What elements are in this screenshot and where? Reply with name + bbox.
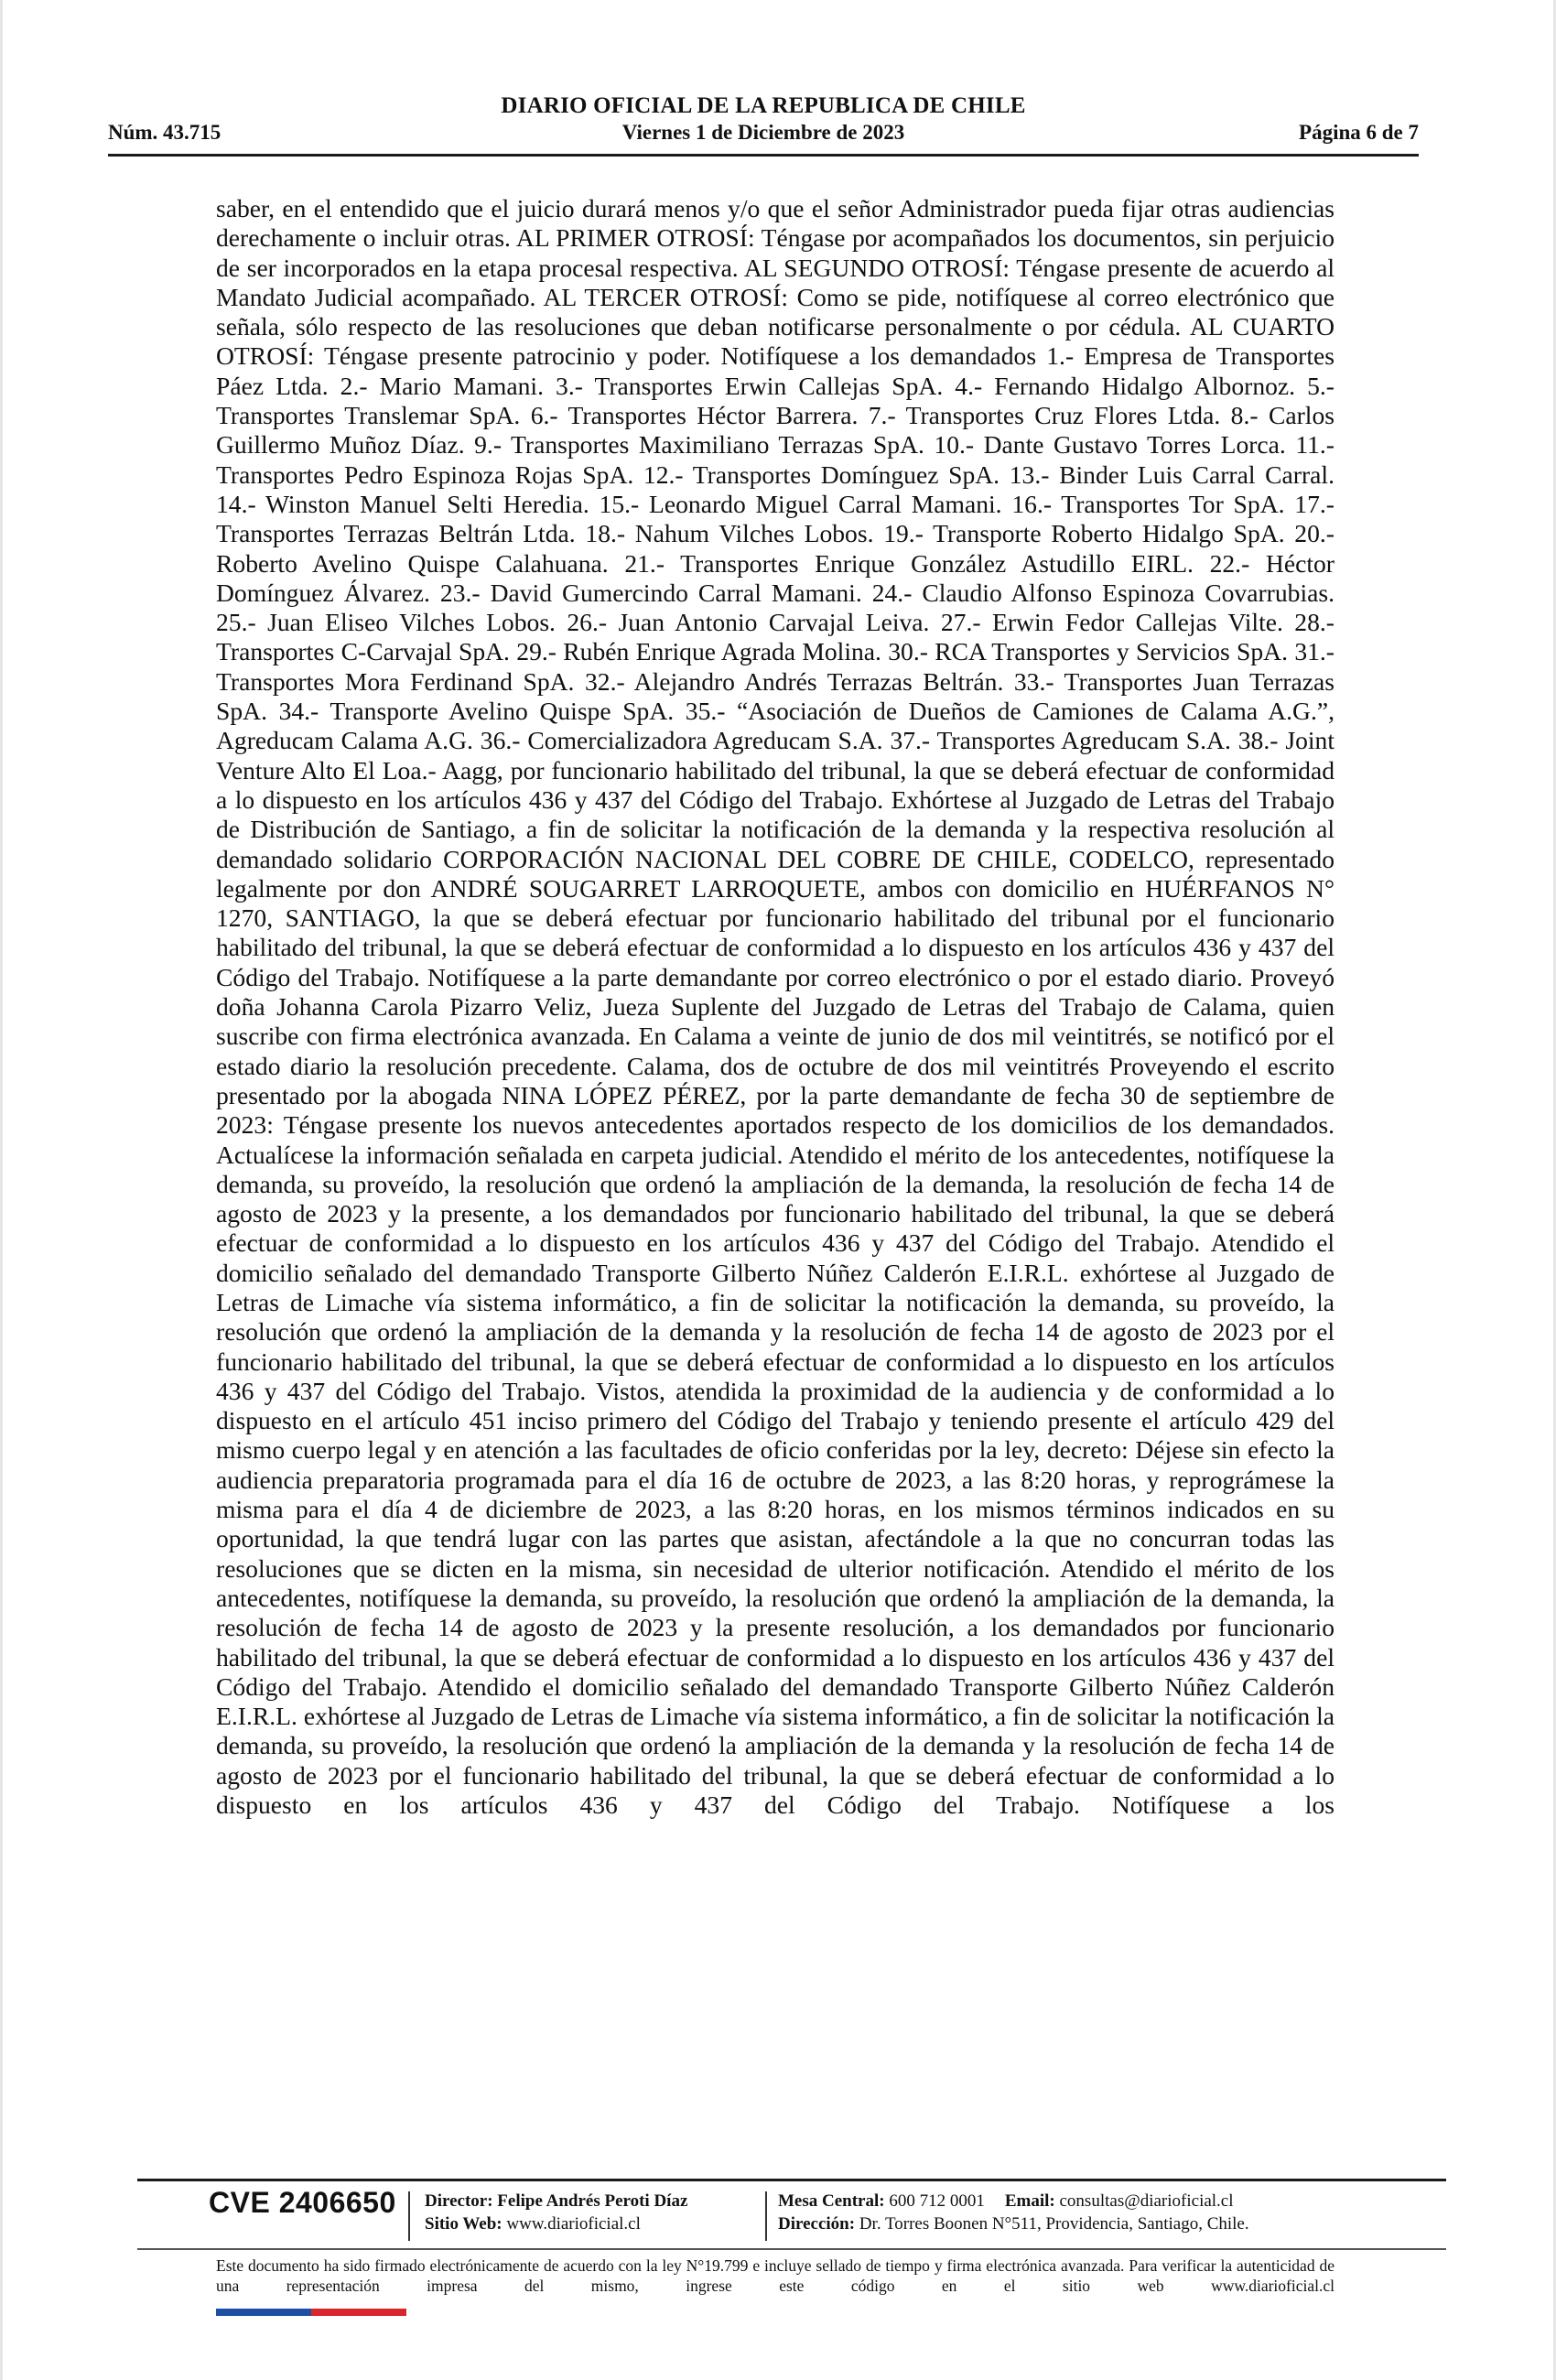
email-link[interactable]: consultas@diarioficial.cl	[1059, 2191, 1234, 2211]
chile-flag-stripe	[216, 2309, 406, 2316]
footer-separator	[408, 2191, 410, 2241]
document-body: saber, en el entendido que el juicio durará menos y/o que el señor Administrador pueda fijar otras audiencias derechamente o incluir otras. AL PRIMER OTROSÍ: Téngase por acompañados los documentos, sin perjuicio de ser incorporados en la etapa procesal respectiva. AL SEGUNDO OTROSÍ: Téngase presente de acuerdo al Mandato Judicial acompañado. AL TERCER OTROSÍ: Como se pide, notifíquese al correo electrónico que señala, sólo respecto de las resoluciones que deban notificarse personalmente o por cédula. AL CUARTO OTROSÍ: Téngase presente patrocinio y poder. Notifíquese a los demandados 1.- Empresa de Transportes Páez Ltda. 2.- Mario Mamani. 3.- Transportes Erwin Callejas SpA. 4.- Fernando Hidalgo Albornoz. 5.- Transportes Translemar SpA. 6.- Transportes Héctor Barrera. 7.- Transportes Cruz Flores Ltda. 8.- Carlos Guillermo Muñoz Díaz. 9.- Transportes Maximiliano Terrazas SpA. 10.- Dante Gustavo Torres Lorca. 11.- Transportes Pedro Espinoza Rojas SpA. 12.- Transportes Domínguez SpA. 13.- Binder Luis Carral Carral. 14.- Winston Manuel Selti Heredia. 15.- Leonardo Miguel Carral Mamani. 16.- Transportes Tor SpA. 17.- Transportes Terrazas Beltrán Ltda. 18.- Nahum Vilches Lobos. 19.- Transporte Roberto Hidalgo SpA. 20.- Roberto Avelino Quispe Calahuana. 21.- Transportes Enrique González Astudillo EIRL. 22.- Héctor Domínguez Álvarez. 23.- David Gumercindo Carral Mamani. 24.- Claudio Alfonso Espinoza Covarrubias. 25.- Juan Eliseo Vilches Lobos. 26.- Juan Antonio Carvajal Leiva. 27.- Erwin Fedor Callejas Vilte. 28.- Transportes C-Carvajal SpA. 29.- Rubén Enrique Agrada Molina. 30.- RCA Transportes y Servicios SpA. 31.- Transportes Mora Ferdinand SpA. 32.- Alejandro Andrés Terrazas Beltrán. 33.- Transportes Juan Terrazas SpA. 34.- Transporte Avelino Quispe SpA. 35.- “Asociación de Dueños de Camiones de Calama A.G.”, Agreducam Calama A.G. 36.- Comercializadora Agreducam S.A. 37.- Transportes Agreducam S.A. 38.- Joint Venture Alto El Loa.- Aagg, por funcionario habilitado del tribunal, la que se deberá efectuar de conformidad a lo dispuesto en los artículos 436 y 437 del Código del Trabajo. Exhórtese al Juzgado de Letras del Trabajo de Distribución de Santiago, a fin de solicitar la notificación de la demanda y la respectiva resolución al demandado solidario CORPORACIÓN NACIONAL DEL COBRE DE CHILE, CODELCO, representado legalmente por don ANDRÉ SOUGARRET LARROQUETE, ambos con domicilio en HUÉRFANOS N° 1270, SANTIAGO, la que se deberá efectuar por funcionario habilitado del tribunal por el funcionario habilitado del tribunal, la que se deberá efectuar de conformidad a lo dispuesto en los artículos 436 y 437 del Código del Trabajo. Notifíquese a la parte demandante por correo electrónico o por el estado diario. Proveyó doña Johanna Carola Pizarro Veliz, Jueza Suplente del Juzgado de Letras del Trabajo de Calama, quien suscribe con firma electrónica avanzada. En Calama a veinte de junio de dos mil veintitrés, se notificó por el estado diario la resolución precedente. Calama, dos de octubre de dos mil veintitrés Proveyendo el escrito presentado por la abogada NINA LÓPEZ PÉREZ, por la parte demandante de fecha 30 de septiembre de 2023: Téngase presente los nuevos antecedentes aportados respecto de los domicilios de los demandados. Actualícese la información señalada en carpeta judicial. Atendido el mérito de los antecedentes, notifíquese la demanda, su proveído, la resolución que ordenó la ampliación de la demanda, la resolución de fecha 14 de agosto de 2023 y la presente, a los demandados por funcionario habilitado del tribunal, la que se deberá efectuar de conformidad a lo dispuesto en los artículos 436 y 437 del Código del Trabajo. Atendido el domicilio señalado del demandado Transporte Gilberto Núñez Calderón E.I.R.L. exhórtese al Juzgado de Letras de Limache vía sistema informático, a fin de solicitar la notificación la demanda, su proveído, la resolución que ordenó la ampliación de la demanda y la resolución de fecha 14 de agosto de 2023 por el funcionario habilitado del tribunal, la que se deberá efectuar de conformidad a lo dispuesto en los artículos 436 y 437 del Código del Trabajo. Vistos, atendida la proximidad de la audiencia y de conformidad a lo dispuesto en el artículo 451 inciso primero del Código del Trabajo y teniendo presente el artículo 429 del mismo cuerpo legal y en atención a las facultades de oficio conferidas por la ley, decreto: Déjese sin efecto la audiencia preparatoria programada para el día 16 de octubre de 2023, a las 8:20 horas, y reprográmese la misma para el día 4 de diciembre de 2023, a las 8:20 horas, en los mismos términos indicados en su oportunidad, la que tendrá lugar con las partes que asistan, afectándole a la que no concurran todas las resoluciones que se dicten en la misma, sin necesidad de ulterior notificación. Atendido el mérito de los antecedentes, notifíquese la demanda, su proveído, la resolución que ordenó la ampliación de la demanda, la resolución de fecha 14 de agosto de 2023 y la presente resolución, a los demandados por funcionario habilitado del tribunal, la que se deberá efectuar de conformidad a lo dispuesto en los artículos 436 y 437 del Código del Trabajo. Atendido el domicilio señalado del demandado Transporte Gilberto Núñez Calderón E.I.R.L. exhórtese al Juzgado de Letras de Limache vía sistema informático, a fin de solicitar la notificación la demanda, su proveído, la resolución que ordenó la ampliación de la demanda y la resolución de fecha 14 de agosto de 2023 por el funcionario habilitado del tribunal, la que se deberá efectuar de conformidad a lo dispuesto en los artículos 436 y 437 del Código del Trabajo. Notifíquese a los	[216, 194, 1334, 1820]
director-label: Director:	[425, 2191, 493, 2211]
flag-blue-stripe	[216, 2309, 311, 2316]
email-label: Email:	[1004, 2191, 1055, 2211]
publication-title: DIARIO OFICIAL DE LA REPUBLICA DE CHILE	[501, 93, 1026, 118]
issue-date: Viernes 1 de Diciembre de 2023	[621, 121, 905, 144]
header-divider	[108, 154, 1419, 157]
cve-code: CVE 2406650	[209, 2186, 396, 2219]
flag-red-stripe	[311, 2309, 406, 2316]
phone-label: Mesa Central:	[778, 2191, 885, 2211]
footer-contact-block	[778, 2190, 1249, 2235]
footer-divider	[137, 2179, 1446, 2181]
phone-number: 600 712 0001	[889, 2191, 985, 2211]
site-link[interactable]: www.diarioficial.cl	[506, 2214, 641, 2234]
address-value: Dr. Torres Boonen N°511, Providencia, Santiago, Chile.	[859, 2214, 1249, 2234]
director-name: Felipe Andrés Peroti Díaz	[497, 2191, 688, 2211]
page-header	[108, 92, 1419, 148]
page-indicator: Página 6 de 7	[1299, 121, 1419, 144]
footer-director-block	[425, 2190, 687, 2235]
signature-disclaimer: Este documento ha sido firmado electrónicamente de acuerdo con la ley N°19.799 e incluye sellado de tiempo y firma electrónica avanzada. Para verificar la autenticidad de una representación impresa del mismo, ingrese este código en el sitio web www.diarioficial.cl	[216, 2256, 1334, 2295]
footer-divider-secondary	[137, 2248, 1446, 2250]
site-label: Sitio Web:	[425, 2214, 502, 2234]
issue-number: Núm. 43.715	[108, 121, 222, 144]
address-label: Dirección:	[778, 2214, 856, 2234]
footer-separator	[765, 2191, 767, 2241]
